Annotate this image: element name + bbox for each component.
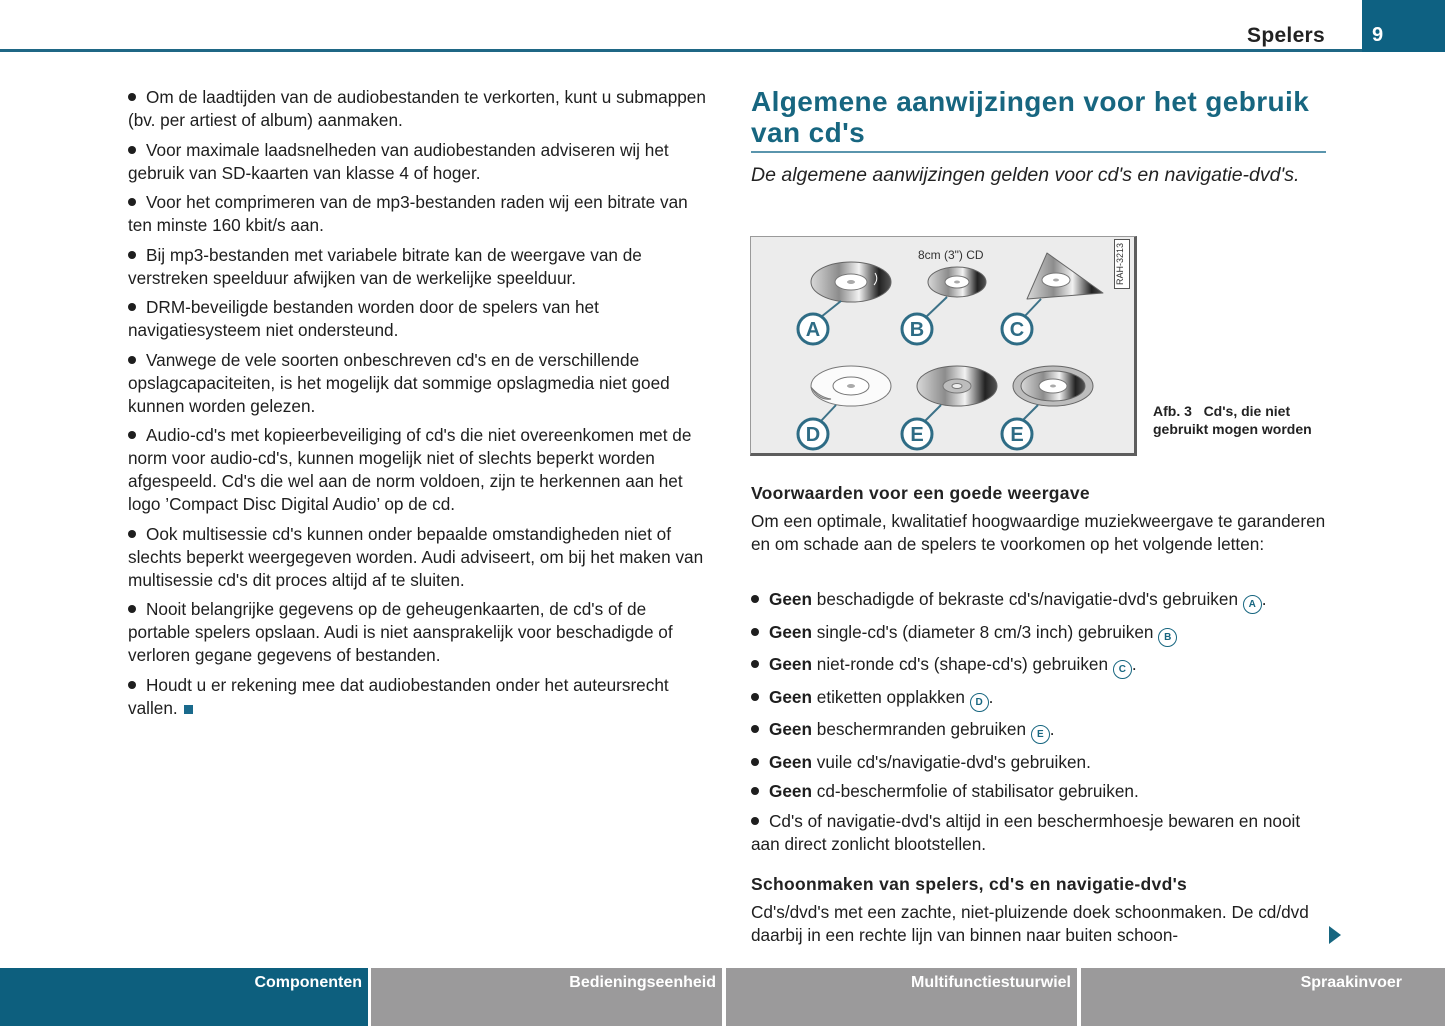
page-title: Algemene aanwijzingen voor het gebruik van cd's	[751, 86, 1310, 148]
right-column-header	[751, 86, 1331, 188]
single-cd-icon	[928, 267, 986, 297]
bullet-icon	[128, 251, 136, 259]
figure-ref-d: D	[970, 693, 989, 712]
title-rule	[751, 151, 1326, 153]
cd-illustration	[751, 237, 1121, 451]
figure-label-8cm: 8cm (3") CD	[918, 248, 984, 262]
page-number-tab	[1362, 0, 1445, 52]
figure-label-e2: E	[1010, 424, 1024, 446]
bullet-icon	[751, 693, 759, 701]
section-heading-cleaning: Schoonmaken van spelers, cd's en navigatie-dvd's	[751, 874, 1188, 894]
list-item: Ook multisessie cd's kunnen onder bepaalde omstandigheden niet of slechts beperkt weergegeven worden. Audi adviseert, om bij het maken van multisessie cd's dit proces altijd af te sluiten.	[128, 523, 704, 590]
list-item: Geen vuile cd's/navigatie-dvd's gebruiken.	[751, 751, 1331, 774]
bullet-icon	[751, 787, 759, 795]
damaged-cd-icon	[811, 262, 891, 302]
shape-cd-icon	[1027, 253, 1103, 299]
caption-text: Cd's, die niet gebruikt mogen worden	[1153, 403, 1312, 437]
figure-label-d: D	[805, 424, 821, 446]
list-item: Voor maximale laadsnelheden van audiobestanden adviseren wij het gebruik van SD-kaarten van klasse 4 of hoger.	[128, 139, 669, 183]
list-item: Geen etiketten opplakken D .	[751, 686, 1331, 712]
intro-text: De algemene aanwijzingen gelden voor cd's en navigatie-dvd's.	[751, 164, 1300, 186]
bullet-icon	[751, 595, 759, 603]
bullet-icon	[751, 628, 759, 636]
figure-ref-a: A	[1243, 595, 1262, 614]
list-item: Geen cd-beschermfolie of stabilisator gebruiken.	[751, 780, 1331, 803]
list-item: DRM-beveiligde bestanden worden door de spelers van het navigatiesysteem niet ondersteund.	[128, 297, 599, 340]
tab-multifunctiestuurwiel[interactable]: Multifunctiestuurwiel	[726, 968, 1077, 1026]
list-item: Houdt u er rekening mee dat audiobestanden onder het auteursrecht vallen.	[128, 674, 669, 718]
list-item: Cd's of navigatie-dvd's altijd in een beschermhoesje bewaren en nooit aan direct zonlicht blootstellen.	[751, 810, 1301, 854]
section-title: Spelers	[1247, 24, 1325, 47]
pointer-line	[925, 405, 941, 421]
stabilizer-cd-icon	[917, 366, 997, 406]
section-end-icon	[184, 705, 193, 714]
list-item: Geen niet-ronde cd's (shape-cd's) gebruiken C .	[751, 653, 1331, 679]
section-heading-playback: Voorwaarden voor een goede weergave	[751, 483, 1090, 503]
labeled-cd-icon	[811, 366, 891, 406]
pointer-line	[1024, 299, 1041, 317]
figure-label-a: A	[805, 319, 821, 341]
figure-ref-e: E	[1031, 725, 1050, 744]
pointer-line	[821, 405, 836, 421]
figure-ref-b: B	[1158, 628, 1177, 647]
section-intro: Om een optimale, kwalitatief hoogwaardige muziekweergave te garanderen en om schade aan de spelers te voorkomen op het volgende letten:	[751, 511, 1326, 554]
bullet-icon	[128, 356, 136, 364]
bullet-icon	[751, 660, 759, 668]
tab-componenten[interactable]: Componenten	[0, 968, 368, 1026]
bullet-icon	[128, 198, 136, 206]
figure-label-b: B	[909, 319, 925, 341]
list-item: Geen beschadigde of bekraste cd's/navigatie-dvd's gebruiken A .	[751, 588, 1331, 614]
conditions-list	[751, 588, 1331, 862]
bullet-icon	[751, 758, 759, 766]
header-rule	[0, 49, 1362, 52]
tab-bedieningseenheid[interactable]: Bedieningseenheid	[371, 968, 722, 1026]
figure-label-c: C	[1009, 319, 1025, 341]
list-item: Voor het comprimeren van de mp3-bestanden raden wij een bitrate van ten minste 160 kbit/s aan.	[128, 192, 688, 235]
caption-number: Afb. 3	[1153, 403, 1192, 419]
cleaning-text: Cd's/dvd's met een zachte, niet-pluizende doek schoonmaken. De cd/dvd daarbij in een rechte lijn van binnen naar buiten schoon-	[751, 902, 1309, 945]
continue-arrow-icon[interactable]	[1329, 926, 1341, 944]
page-number: 9	[1372, 24, 1384, 46]
tab-spraakinvoer[interactable]: Spraakinvoer	[1081, 968, 1445, 1026]
pointer-line	[926, 297, 947, 317]
bullet-icon	[751, 817, 759, 825]
list-item: Vanwege de vele soorten onbeschreven cd's en de verschillende opslagcapaciteiten, is het mogelijk dat sommige opslagmedia niet goed kunnen worden gelezen.	[128, 349, 670, 416]
figure-caption	[1153, 402, 1323, 438]
bullet-icon	[128, 93, 136, 101]
bullet-icon	[128, 146, 136, 154]
list-item: Nooit belangrijke gegevens op de geheugenkaarten, de cd's of de portable spelers opslaan. Audi is niet aansprakelijk voor beschadigde of verloren gegane gegevens of bestanden.	[128, 599, 673, 665]
protective-ring-cd-icon	[1013, 366, 1093, 406]
bullet-icon	[128, 681, 136, 689]
list-item: Geen single-cd's (diameter 8 cm/3 inch) gebruiken B	[751, 621, 1331, 647]
pointer-line	[1022, 405, 1038, 421]
left-column	[128, 86, 708, 726]
figure-label-e: E	[910, 424, 924, 446]
list-item: Om de laadtijden van de audiobestanden te verkorten, kunt u submappen (bv. per artiest of album) aanmaken.	[128, 87, 706, 130]
bullet-icon	[128, 303, 136, 311]
bullet-icon	[751, 725, 759, 733]
list-item: Audio-cd's met kopieerbeveiliging of cd's die niet overeenkomen met de norm voor audio-cd's, kunnen mogelijk niet of slechts beperkt worden afgespeeld. Cd's die wel aan de norm voldoen, zijn te herkennen aan het logo ’Compact Disc Digital Audio’ op de cd.	[128, 425, 692, 514]
list-item: Bij mp3-bestanden met variabele bitrate kan de weergave van de verstreken speelduur afwijken van de werkelijke speelduur.	[128, 244, 642, 288]
figure-code: RAH-3213	[1114, 239, 1130, 289]
cd-figure	[750, 236, 1137, 456]
bullet-icon	[128, 431, 136, 439]
bullet-icon	[128, 530, 136, 538]
bullet-icon	[128, 605, 136, 613]
figure-ref-c: C	[1113, 660, 1132, 679]
pointer-line	[821, 301, 841, 317]
list-item: Geen beschermranden gebruiken E .	[751, 718, 1331, 744]
